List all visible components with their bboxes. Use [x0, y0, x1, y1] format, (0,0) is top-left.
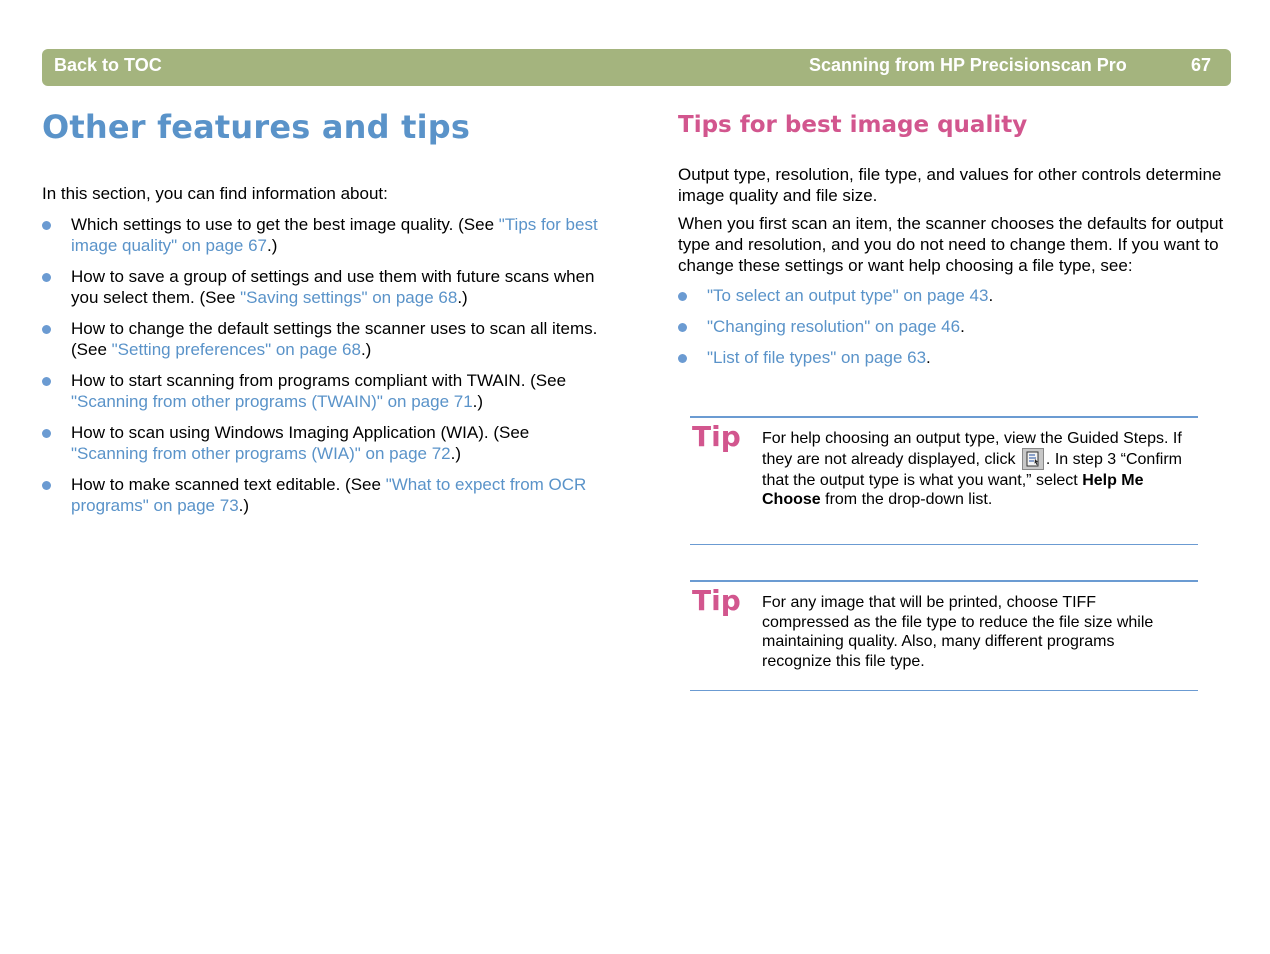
topic-list	[42, 214, 602, 526]
tip-label: Tip	[692, 420, 741, 453]
tip-text: For any image that will be printed, choose TIFF compressed as the file type to reduce the file size while maintaining quality. Also, many different programs recognize this file type.	[762, 594, 1154, 670]
list-item: How to scan using Windows Imaging Application (WIA). (See "Scanning from other programs (WIA)" on page 72.)	[42, 422, 602, 464]
link-ocr-programs[interactable]: "What to expect from OCR programs" on page 73	[71, 475, 587, 515]
list-item: "To select an output type" on page 43.	[678, 285, 1228, 306]
paragraph-defaults: When you first scan an item, the scanner chooses the defaults for output type and resolution, and you do not need to change them. If you want to change these settings or want help choosing a file type, see:	[678, 214, 1224, 275]
tip-label: Tip	[692, 584, 741, 617]
bullet-icon	[678, 354, 687, 363]
paragraph-quality: Output type, resolution, file type, and values for other controls determine image quality and file size.	[678, 165, 1222, 205]
link-setting-preferences[interactable]: "Setting preferences" on page 68	[111, 340, 361, 359]
tip-text: For help choosing an output type, view the Guided Steps. If they are not already displayed, click . In step 3 “Confirm that the output type is what you want,” select Help Me Choose from the drop-down list.	[762, 430, 1182, 508]
section-heading: Tips for best image quality	[678, 112, 1028, 138]
bullet-icon	[678, 292, 687, 301]
bullet-icon	[42, 429, 51, 438]
bullet-icon	[42, 377, 51, 386]
list-item: How to save a group of settings and use them with future scans when you select them. (See "Saving settings" on page 68.)	[42, 266, 602, 308]
bullet-icon	[42, 273, 51, 282]
list-item: How to start scanning from programs compliant with TWAIN. (See "Scanning from other programs (TWAIN)" on page 71.)	[42, 370, 602, 412]
link-scanning-wia[interactable]: "Scanning from other programs (WIA)" on page 72	[71, 444, 451, 463]
intro-text: In this section, you can find information about:	[42, 184, 388, 203]
section-title: Scanning from HP Precisionscan Pro	[809, 55, 1127, 75]
list-item: How to make scanned text editable. (See "What to expect from OCR programs" on page 73.)	[42, 474, 602, 516]
bullet-icon	[42, 221, 51, 230]
link-tips-image-quality[interactable]: "Tips for best image quality" on page 67	[71, 215, 598, 255]
tip-box-tiff	[690, 580, 1198, 691]
header-bar	[42, 49, 1231, 86]
page-number: 67	[1191, 55, 1212, 75]
back-to-toc-link[interactable]: Back to TOC	[54, 55, 162, 75]
link-changing-resolution[interactable]: "Changing resolution" on page 46	[707, 317, 961, 336]
link-saving-settings[interactable]: "Saving settings" on page 68	[240, 288, 458, 307]
guided-steps-icon[interactable]	[1022, 448, 1044, 470]
link-scanning-twain[interactable]: "Scanning from other programs (TWAIN)" on page 71	[71, 392, 473, 411]
list-item: How to change the default settings the scanner uses to scan all items. (See "Setting preferences" on page 68.)	[42, 318, 602, 360]
list-item: Which settings to use to get the best image quality. (See "Tips for best image quality" on page 67.)	[42, 214, 602, 256]
link-file-types[interactable]: "List of file types" on page 63	[707, 348, 927, 367]
bullet-icon	[42, 481, 51, 490]
tip-box-output-type	[690, 416, 1198, 545]
bullet-icon	[678, 323, 687, 332]
list-item: "Changing resolution" on page 46.	[678, 316, 1228, 337]
link-select-output-type[interactable]: "To select an output type" on page 43	[707, 286, 989, 305]
reference-list	[678, 285, 1228, 378]
bullet-icon	[42, 325, 51, 334]
page-title: Other features and tips	[42, 108, 471, 146]
list-item: "List of file types" on page 63.	[678, 347, 1228, 368]
